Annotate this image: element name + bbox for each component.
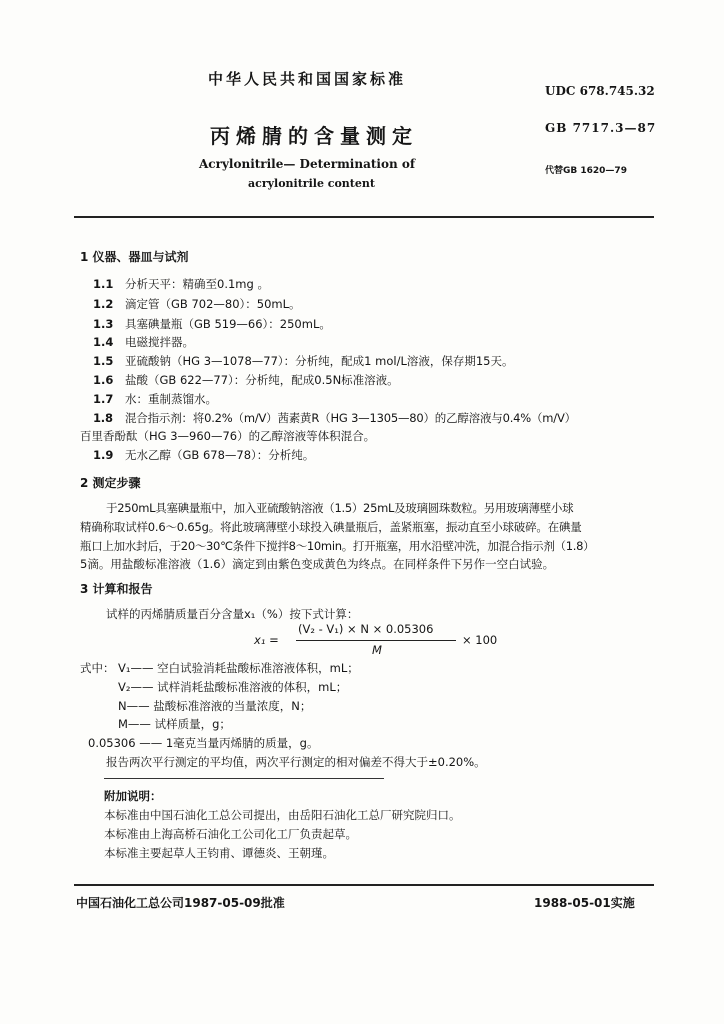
footer-divider: [74, 884, 654, 886]
definition-line: V₂—— 试样消耗盐酸标准溶液的体积，mL；: [118, 680, 348, 694]
appendix-divider: [104, 778, 384, 779]
replaces-standard: 代替GB 1620—79: [545, 166, 627, 176]
header-divider: [74, 216, 654, 218]
formula-denominator: M: [372, 643, 382, 657]
standard-header: 中华人民共和国国家标准: [208, 70, 407, 88]
list-item: 1.7 水：重制蒸馏水。: [93, 392, 217, 406]
list-item: 1.3 具塞碘量瓶（GB 519—66）：250mL。: [93, 317, 331, 331]
appendix-line: 本标准由上海高桥石油化工公司化工厂负责起草。: [104, 827, 357, 841]
paragraph-line: 瓶口上加水封后，于20～30℃条件下搅拌8～10min。打开瓶塞，用水沿壁冲洗，加混合指示剂（1.8）: [80, 539, 595, 553]
fraction-bar: [296, 640, 456, 641]
report-requirement: 报告两次平行测定的平均值，两次平行测定的相对偏差不得大于±0.20%。: [106, 755, 486, 769]
formula-multiplier: × 100: [462, 633, 498, 647]
list-item: 1.5 亚硫酸钠（HG 3—1078—77）：分析纯，配成1 mol/L溶液，保存期15天。: [93, 354, 514, 368]
list-item: 1.2 滴定管（GB 702—80）：50mL。: [93, 297, 301, 311]
effective-date: 1988-05-01实施: [534, 896, 635, 910]
paragraph-line: 精确称取试样0.6～0.65g。将此玻璃薄壁小球投入碘量瓶后，盖紧瓶塞，振动直至小球破碎。在碘量: [80, 520, 582, 534]
list-item: 1.4 电磁搅拌器。: [93, 335, 194, 349]
section-2-heading: 2 测定步骤: [80, 476, 141, 490]
gb-number: GB 7717.3—87: [545, 121, 657, 135]
definition-line: N—— 盐酸标准溶液的当量浓度，N；: [118, 699, 312, 713]
approval-date: 中国石油化工总公司1987-05-09批准: [76, 896, 285, 910]
list-item: 1.9 无水乙醇（GB 678—78）：分析纯。: [93, 448, 315, 462]
document-title-en-line2: acrylonitrile content: [248, 177, 375, 190]
formula-numerator: (V₂ - V₁) × N × 0.05306: [298, 622, 434, 636]
list-item: 1.6 盐酸（GB 622—77）：分析纯，配成0.5N标准溶液。: [93, 373, 399, 387]
where-label: 式中：: [80, 661, 115, 675]
section-1-heading: 1 仪器、器皿与试剂: [80, 250, 189, 264]
appendix-line: 本标准由中国石油化工总公司提出，由岳阳石油化工总厂研究院归口。: [104, 808, 461, 822]
paragraph-line: 5滴。用盐酸标准溶液（1.6）滴定到由紫色变成黄色为终点。在同样条件下另作一空白试验。: [80, 557, 555, 571]
appendix-line: 本标准主要起草人王钧甫、谭德炎、王朝瑾。: [104, 846, 334, 860]
constant-definition: 0.05306 —— 1毫克当量丙烯腈的质量，g。: [88, 736, 319, 750]
document-title-en-line1: Acrylonitrile— Determination of: [199, 157, 416, 171]
section-3-heading: 3 计算和报告: [80, 582, 153, 596]
list-item: 1.1 分析天平：精确至0.1mg 。: [93, 277, 269, 291]
list-item-continuation: 百里香酚酞（HG 3—960—76）的乙醇溶液等体积混合。: [80, 429, 376, 443]
formula-lhs: x₁ =: [254, 633, 279, 647]
definition-line: V₁—— 空白试验消耗盐酸标准溶液体积，mL；: [118, 661, 359, 675]
udc-number: UDC 678.745.32: [545, 84, 655, 98]
list-item: 1.8 混合指示剂：将0.2%（m/V）茜素黄R（HG 3—1305—80）的乙醇溶液与0.4%（m/V）: [93, 411, 576, 425]
appendix-heading: 附加说明：: [104, 789, 162, 803]
paragraph-line: 于250mL具塞碘量瓶中，加入亚硫酸钠溶液（1.5）25mL及玻璃圆珠数粒。另用玻璃薄壁小球: [106, 501, 574, 515]
definition-line: M—— 试样质量，g；: [118, 717, 231, 731]
formula-intro: 试样的丙烯腈质量百分含量x₁（%）按下式计算：: [106, 607, 359, 621]
document-title-cn: 丙烯腈的含量测定: [210, 124, 418, 148]
